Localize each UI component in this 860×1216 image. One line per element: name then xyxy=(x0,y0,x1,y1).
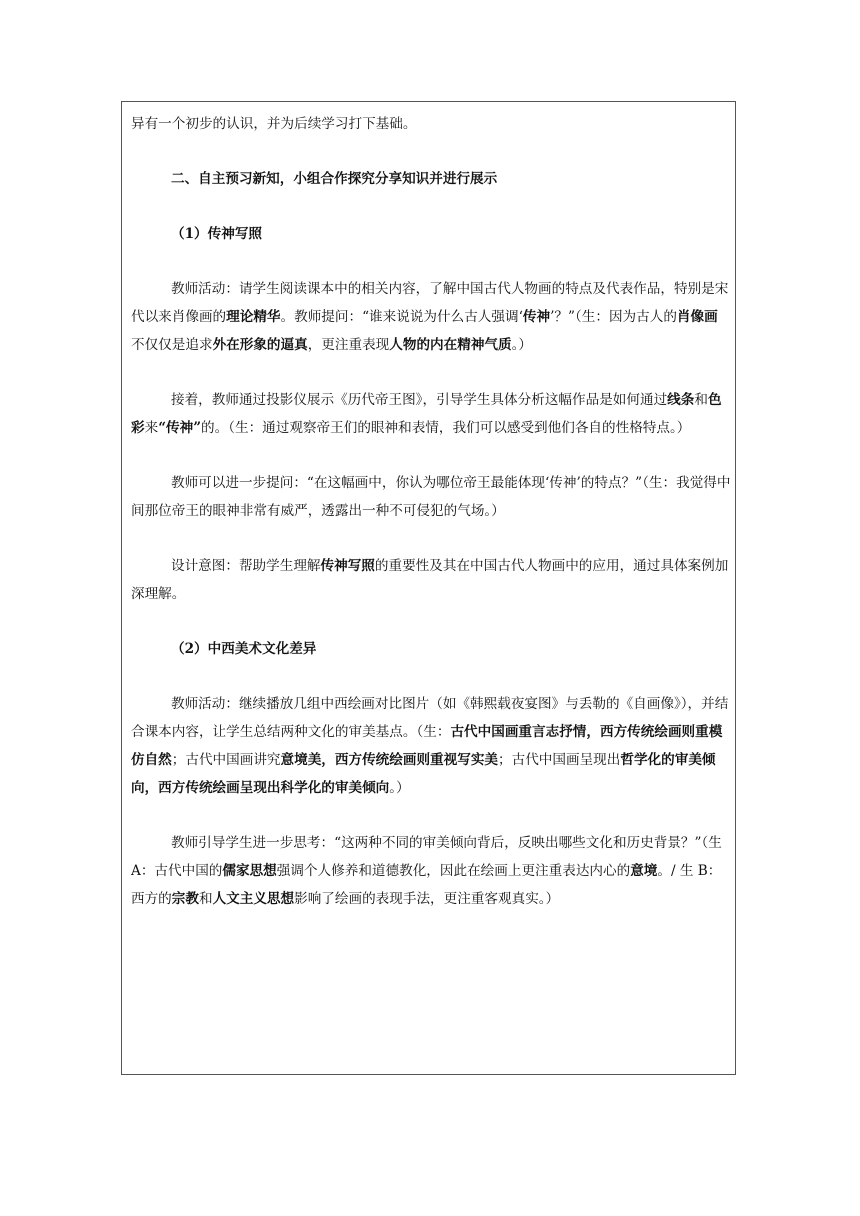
section-heading: 二、自主预习新知，小组合作探究分享知识并进行展示 xyxy=(171,171,498,187)
paragraph-followup-question: 教师可以进一步提问：“在这幅画中，你认为哪位帝王最能体现‘传神’的特点？”（生：我觉得中间那位帝王的眼神非常有威严，透露出一种不可侵犯的气场。） xyxy=(131,475,731,519)
bold-term: 人物的内在精神气质 xyxy=(389,337,512,353)
bold-term: 肖像画 xyxy=(676,309,718,325)
subsection-title-1: （1）传神写照 xyxy=(171,226,263,242)
text-run: 来 xyxy=(144,420,159,436)
text-run: ’？”（生：因为古人的 xyxy=(550,309,677,325)
paragraph-design-intent xyxy=(131,552,731,608)
text-run: 的重要性及其在中国古代人物画中的应用，通过具体案例加深理解。 xyxy=(131,558,729,602)
bold-term: 哲学化的审美倾向，西方传统绘画呈现出科学化的审美倾向 xyxy=(131,752,716,796)
paragraph-portrait-analysis xyxy=(131,386,731,442)
text-run: 设计意图：帮助学生理解 xyxy=(171,558,321,574)
bold-term: “传神” xyxy=(158,420,202,436)
text-run: 。） xyxy=(389,780,410,796)
text-run: 。教师提问：“谁来说说为什么古人强调‘ xyxy=(280,309,523,325)
text-run: 教师活动：请学生阅读课本中的相关内容，了解中国古代人物画的特点及代表作品，特别是宋代以来肖像画的 xyxy=(131,281,729,325)
bold-term: 古代中国画重言志抒情，西方传统绘画则重模仿自然 xyxy=(131,724,723,768)
intro-tail: 异有一个初步的认识，并为后续学习打下基础。 xyxy=(131,116,417,132)
paragraph-cultural-background xyxy=(131,829,731,913)
subsection-title-2: （2）中西美术文化差异 xyxy=(171,641,317,657)
text-run: 不仅仅是追求 xyxy=(131,337,213,353)
bold-term: 传神 xyxy=(522,309,551,325)
text-run: 的。（生：通过观察帝王们的眼神和表情，我们可以感受到他们各自的性格特点。） xyxy=(201,420,691,436)
text-run: 和 xyxy=(694,392,708,408)
document-body xyxy=(131,110,731,913)
paragraph-teacher-activity-2 xyxy=(131,690,731,802)
text-run: 教师活动：继续播放几组中西绘画对比图片（如《韩熙载夜宴图》与丢勒的《自画像》），并结合课本内容，让学生总结两种文化的审美基点。（生： xyxy=(131,696,729,740)
text-run: 影响了绘画的表现手法，更注重客观真实。） xyxy=(294,891,560,907)
bold-term: 宗教 xyxy=(171,891,199,907)
text-run: ，更注重表现 xyxy=(307,337,390,353)
bold-term: 传神写照 xyxy=(320,558,375,574)
bold-term: 儒家思想 xyxy=(222,863,277,879)
text-run: 。） xyxy=(511,337,533,353)
bold-term: 意境美，西方传统绘画则重视写实美 xyxy=(280,752,499,768)
bold-term: 理论精华 xyxy=(226,309,281,325)
bold-term: 外在形象的逼真 xyxy=(212,337,308,353)
paragraph-teacher-activity-1 xyxy=(131,275,731,359)
text-run: ；古代中国画讲究 xyxy=(171,752,281,768)
text-run: 强调个人修养和道德教化，因此在绘画上更注重表达内心的 xyxy=(276,863,631,879)
text-run: ；古代中国画呈现出 xyxy=(498,752,621,768)
text-run: 接着，教师通过投影仪展示《历代帝王图》，引导学生具体分析这幅作品是如何通过 xyxy=(171,392,668,408)
bold-term: 色彩 xyxy=(131,392,722,436)
text-run: 。/ 生 B：西方的 xyxy=(131,863,722,907)
text-run: 和 xyxy=(198,891,213,907)
bold-term: 人文主义思想 xyxy=(212,891,295,907)
bold-term: 意境 xyxy=(630,863,658,879)
text-run: 教师引导学生进一步思考：“这两种不同的审美倾向背后，反映出哪些文化和历史背景？”（生 A：古代中国的 xyxy=(131,835,722,879)
bold-term: 线条 xyxy=(667,392,695,408)
